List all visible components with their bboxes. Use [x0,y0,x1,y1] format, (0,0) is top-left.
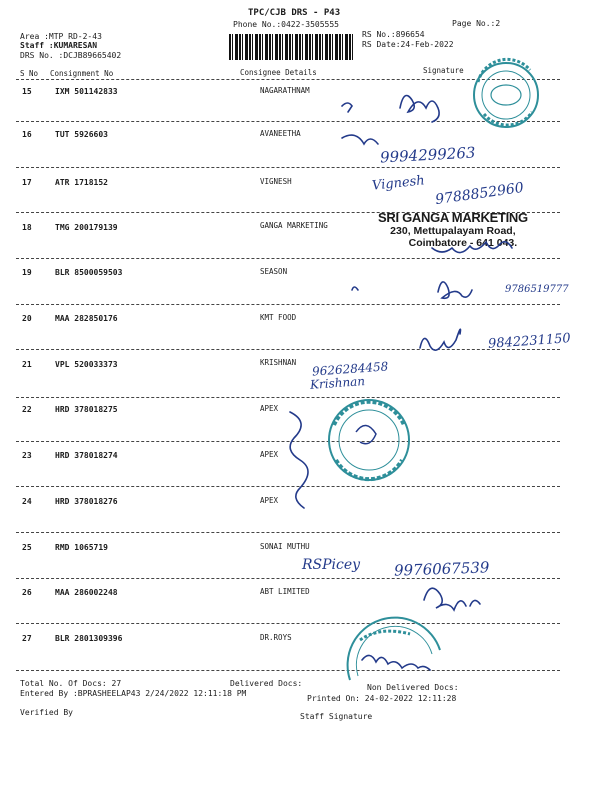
drs-title: TPC/CJB DRS - P43 [248,8,341,18]
row-sno: 24 [22,497,32,506]
row-consignee: APEX [260,496,279,505]
stamp-city-line: Coimbatore - 641 043. [408,237,518,249]
non-delivered-docs: Non Delivered Docs: [367,683,459,692]
col-signature: Signature [423,66,464,75]
handwritten-phone: 9626284458 [311,359,389,379]
signature-scribbles [290,96,512,671]
row-sno: 27 [22,634,32,643]
col-consignment: Consignment No [50,69,114,78]
row-consignee: KMT FOOD [260,313,297,322]
delivered-docs: Delivered Docs: [230,679,303,688]
row-consignee: APEX [260,404,279,413]
handwritten-phone: 9976067539 [393,558,490,580]
row-sno: 19 [22,268,32,277]
row-consignee: ABT LIMITED [260,587,310,596]
total-docs: Total No. Of Docs: 27 [20,679,122,688]
row-sno: 15 [22,87,32,96]
handwritten-name: RSPicey [302,557,361,573]
row-consignment: VPL 520033373 [55,360,118,369]
handwritten-phone: 9786519777 [505,284,569,295]
apex-flour-mills-seal [329,400,409,480]
handwritten-phone: 9994299263 [379,143,476,167]
row-consignee: AVANEETHA [260,129,301,138]
handwritten-name: Krishnan [309,374,366,392]
rs-number: RS No.:896654 [362,30,425,39]
row-sno: 18 [22,223,32,232]
row-consignment: MAA 286002248 [55,588,118,597]
row-consignee: SEASON [260,267,288,276]
drs-number: DRS No. :DCJB89665402 [20,51,122,60]
row-consignee: DR.ROYS [260,633,292,642]
stamp-company-name: SRI GANGA MARKETING [378,210,528,225]
row-consignee: VIGNESH [260,177,292,186]
row-consignment: BLR 8500059503 [55,268,123,277]
lotus-hyundai-seal [474,59,538,127]
row-consignee: NAGARATHNAM [260,86,310,95]
handwritten-name: Vignesh [371,173,426,194]
area-label: Area :MTP RD-2-43 [20,32,102,41]
row-sno: 16 [22,130,32,139]
row-sno: 21 [22,360,32,369]
row-consignment: MAA 282850176 [55,314,118,323]
printed-on: Printed On: 24-02-2022 12:11:28 [307,694,457,703]
row-sno: 17 [22,178,32,187]
row-consignment: HRD 378018276 [55,497,118,506]
row-consignment: IXM 501142833 [55,87,118,96]
row-consignment: TMG 200179139 [55,223,118,232]
row-consignee: KRISHNAN [260,358,297,367]
staff-signature: Staff Signature [300,712,373,721]
page-number: Page No.:2 [452,19,501,28]
roys-seal [348,618,440,680]
row-sno: 22 [22,405,32,414]
row-consignee: GANGA MARKETING [260,221,328,230]
handwritten-phone: 9842231150 [487,331,572,352]
handwritten-phone: 9788852960 [434,179,525,209]
row-consignment: HRD 378018275 [55,405,118,414]
row-consignment: HRD 378018274 [55,451,118,460]
phone-number: Phone No.:0422-3505555 [233,20,339,29]
row-sno: 25 [22,543,32,552]
row-sno: 26 [22,588,32,597]
row-consignee: APEX [260,450,279,459]
row-sno: 23 [22,451,32,460]
stamp-address-line: 230, Mettupalayam Road, [390,225,516,237]
staff-label: Staff :KUMARESAN [20,41,98,50]
row-sno: 20 [22,314,32,323]
row-consignment: BLR 2801309396 [55,634,123,643]
col-consignee: Consignee Details [240,68,317,77]
verified-by: Verified By [20,708,73,717]
col-sno: S No [20,69,39,78]
entered-by: Entered By :BPRASHEELAP43 2/24/2022 12:11:18 PM [20,689,247,698]
rs-date: RS Date:24-Feb-2022 [362,40,454,49]
row-consignment: TUT 5926603 [55,130,108,139]
row-consignment: RMD 1065719 [55,543,108,552]
row-consignee: SONAI MUTHU [260,542,310,551]
row-consignment: ATR 1718152 [55,178,108,187]
